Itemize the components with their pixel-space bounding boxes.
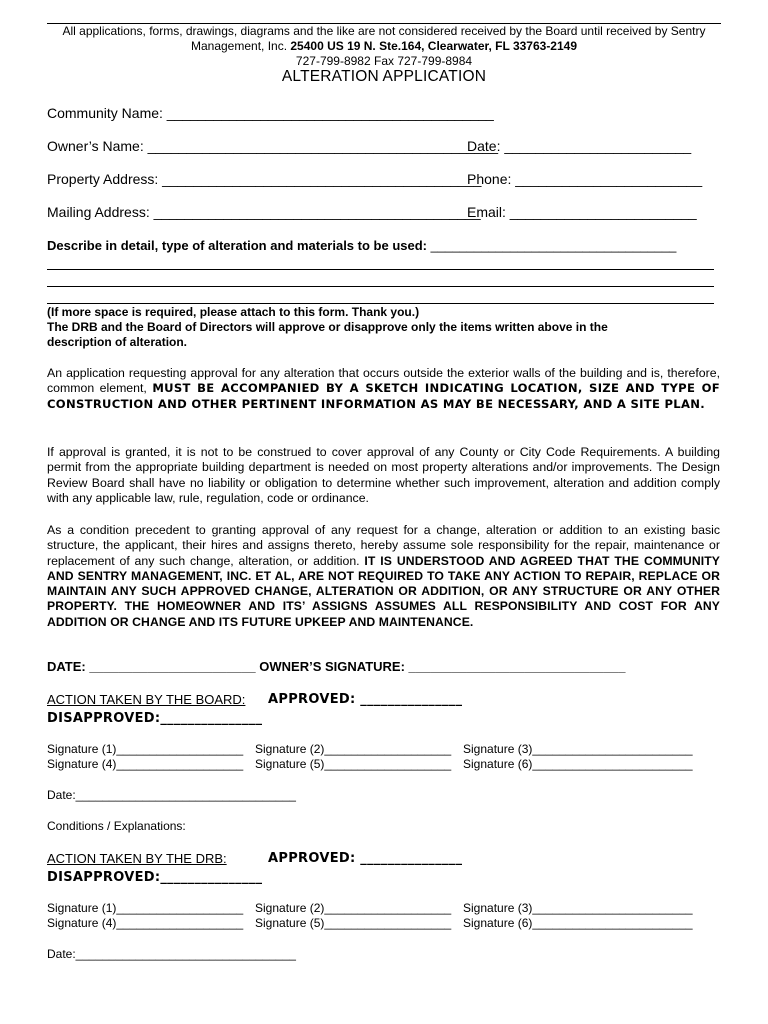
- board-signature-6[interactable]: Signature (6)________________________: [463, 757, 693, 771]
- drb-approval-note-cont: description of alteration.: [47, 335, 188, 349]
- drb-date-field[interactable]: Date:_________________________________: [47, 947, 296, 961]
- describe-line-3[interactable]: [47, 303, 714, 304]
- sketch-requirement-paragraph: [47, 366, 720, 412]
- code-requirements-paragraph: If approval is granted, it is not to be construed to cover approval of any County or City Code Requirements. A building permit from the appropriate building department is needed on most property alterations and/or improvements. The Design Review Board shall have no liability or obligation to determine whether such improvement, alteration and addition comply with any applicable law, rule, regulation, code or ordinance.: [47, 445, 720, 505]
- describe-line-1[interactable]: [47, 269, 714, 270]
- drb-signature-4[interactable]: Signature (4)___________________: [47, 916, 244, 930]
- header-address: [40, 39, 728, 54]
- owner-signature-line[interactable]: DATE: _______________________ OWNER’S SIGNATURE: ______________________________: [47, 659, 626, 674]
- sketch-requirement-text: An application requesting approval for any alteration that occurs outside the exterior walls of the building and is, therefore, common element,: [47, 366, 720, 396]
- drb-signature-3[interactable]: Signature (3)________________________: [463, 901, 693, 915]
- property-address-field[interactable]: Property Address: _________________________________________: [47, 171, 482, 187]
- header-address-bold: 25400 US 19 N. Ste.164, Clearwater, FL 33763-2149: [290, 39, 578, 53]
- board-signature-4[interactable]: Signature (4)___________________: [47, 757, 244, 771]
- board-approved-field[interactable]: APPROVED: _______________: [268, 692, 463, 707]
- describe-line-2[interactable]: [47, 286, 714, 287]
- describe-label: Describe in detail, type of alteration and materials to be used:: [47, 238, 427, 253]
- drb-approved-field[interactable]: APPROVED: _______________: [268, 851, 463, 866]
- email-field[interactable]: Email: ________________________: [467, 204, 697, 220]
- describe-blank: __________________________________: [426, 238, 677, 253]
- board-signature-3[interactable]: Signature (3)________________________: [463, 742, 693, 756]
- drb-approval-note: The DRB and the Board of Directors will approve or disapprove only the items written above in the: [47, 320, 608, 334]
- board-action-label: ACTION TAKEN BY THE BOARD:: [47, 692, 246, 707]
- conditions-label: Conditions / Explanations:: [47, 819, 186, 833]
- drb-signature-2[interactable]: Signature (2)___________________: [255, 901, 452, 915]
- more-space-note: (If more space is required, please attach to this form. Thank you.): [47, 305, 420, 319]
- owner-name-field[interactable]: Owner’s Name: _____________________________________________: [47, 138, 499, 154]
- drb-signature-1[interactable]: Signature (1)___________________: [47, 901, 244, 915]
- community-name-field[interactable]: Community Name: __________________________________________: [47, 105, 494, 121]
- sketch-requirement-caps: MUST BE ACCOMPANIED BY A SKETCH INDICATING LOCATION, SIZE AND TYPE OF CONSTRUCTION AND OTHER PERTINENT INFORMATION AS MAY BE NECESSARY, AND A SITE PLAN.: [47, 381, 720, 411]
- drb-signature-5[interactable]: Signature (5)___________________: [255, 916, 452, 930]
- drb-signature-6[interactable]: Signature (6)________________________: [463, 916, 693, 930]
- mailing-address-field[interactable]: Mailing Address: __________________________________________: [47, 204, 481, 220]
- board-signature-5[interactable]: Signature (5)___________________: [255, 757, 452, 771]
- page-title: ALTERATION APPLICATION: [281, 68, 487, 85]
- responsibility-paragraph: [47, 523, 720, 630]
- phone-field[interactable]: Phone: ________________________: [467, 171, 703, 187]
- responsibility-text: As a condition precedent to granting approval of any request for a change, alteration or addition to an existing basic structure, the applicant, their hires and assigns thereto, hereby assume sole responsibility for the repair, maintenance or replacement of any such change, alteration, or addition.: [47, 523, 720, 568]
- board-date-field[interactable]: Date:_________________________________: [47, 788, 296, 802]
- drb-action-label: ACTION TAKEN BY THE DRB:: [47, 851, 227, 866]
- board-signature-2[interactable]: Signature (2)___________________: [255, 742, 452, 756]
- describe-alteration-field[interactable]: [47, 238, 676, 254]
- drb-disapproved-field[interactable]: DISAPPROVED:_______________: [47, 870, 263, 885]
- header-notice: All applications, forms, drawings, diagrams and the like are not considered received by the Board until received by Sentry: [62, 24, 706, 38]
- header-phone: 727-799-8982 Fax 727-799-8984: [295, 54, 473, 68]
- date-field[interactable]: Date: ________________________: [467, 138, 692, 154]
- responsibility-caps: IT IS UNDERSTOOD AND AGREED THAT THE COMMUNITY AND SENTRY MANAGEMENT, INC. ET AL, ARE NOT REQUIRED TO TAKE ANY ACTION TO REPAIR, REPLACE OR MAINTAIN ANY SUCH APPROVED CHANGE, ALTERATION OR ADDITION, OR ANY STRUCTURE OR ANY OTHER PROPERTY. THE HOMEOWNER AND ITS’ ASSIGNS ASSUMES ALL RESPONSIBILITY AND COST FOR ANY ADDITION OR CHANGE AND ITS FUTURE UPKEEP AND MAINTENANCE.: [47, 553, 720, 629]
- header-address-prefix: Management, Inc.: [190, 39, 291, 53]
- board-signature-1[interactable]: Signature (1)___________________: [47, 742, 244, 756]
- board-disapproved-field[interactable]: DISAPPROVED:_______________: [47, 711, 263, 726]
